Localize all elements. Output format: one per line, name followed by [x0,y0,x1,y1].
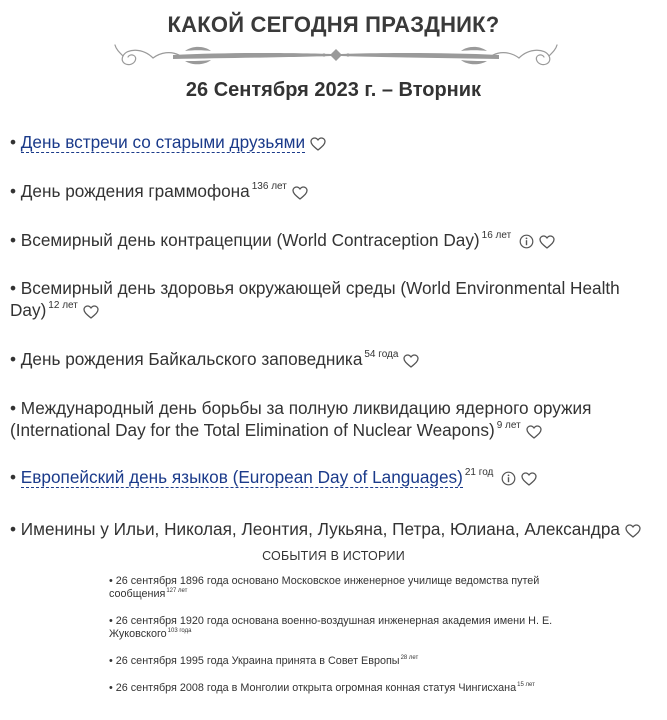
history-age: 28 лет [400,655,419,661]
holiday-age: 21 год [464,467,494,478]
holiday-age: 12 лет [48,300,78,311]
history-item [109,575,579,603]
history-item [109,682,579,697]
holiday-age: 54 года [364,349,399,360]
holiday-item [10,180,662,206]
heart-icon[interactable] [292,183,308,205]
holiday-link[interactable]: День встречи со старыми друзьями [20,132,306,152]
holiday-name: День рождения Байкальского заповедника [20,349,363,369]
history-title: СОБЫТИЯ В ИСТОРИИ [262,549,405,563]
history-text: • 26 сентября 1995 года Украина принята в Совет Европы [109,655,400,667]
heart-icon[interactable] [539,232,555,254]
history-text: • 26 сентября 2008 года в Монголии открыта огромная конная статуя Чингисхана [109,682,517,694]
history-text: • 26 сентября 1896 года основано Московское инженерное училище ведомства путей сообщения [109,575,540,600]
holiday-list [10,131,662,543]
heart-icon[interactable] [403,351,419,373]
bullet: • [10,398,21,418]
holiday-item [10,348,662,374]
heart-icon[interactable] [526,422,542,444]
bullet: • [10,230,21,250]
bullet: • [10,278,21,298]
holiday-item [10,131,662,156]
holiday-name: Всемирный день контрацепции (World Contraception Day) [20,230,480,250]
date-heading: 26 Сентября 2023 г. – Вторник [185,79,482,101]
bullet: • [10,349,21,369]
holiday-name: Всемирный день здоровья окружающей среды (World Environmental Health Day) [10,278,620,320]
holiday-name: Международный день борьбы за полную ликвидацию ядерного оружия (International Day for the Total Elimination of Nuclear Weapons) [10,398,592,440]
history-item [109,655,579,670]
holiday-age: 16 лет [481,230,512,241]
heart-icon[interactable] [521,469,537,491]
holiday-item [10,466,662,492]
holiday-item [10,277,662,325]
info-icon[interactable] [519,232,534,254]
holiday-age: 136 лет [251,181,287,192]
heart-icon[interactable] [625,521,641,543]
bullet: • [10,519,21,539]
history-age: 103 года [167,628,192,634]
holiday-item [10,518,662,543]
holiday-link[interactable]: Европейский день языков (European Day of Languages) [20,467,463,487]
history-item [109,615,579,643]
bullet: • [10,467,21,487]
holiday-item [10,397,662,445]
info-icon[interactable] [501,469,516,491]
page-title: КАКОЙ СЕГОДНЯ ПРАЗДНИК? [167,12,500,37]
holiday-name: День рождения граммофона [20,181,250,201]
ornament-divider [113,38,559,74]
holiday-item [10,229,662,255]
holiday-age: 9 лет [496,420,521,431]
holiday-name: Именины у Ильи, Николая, Леонтия, Лукьяна, Петра, Юлиана, Александра [20,519,620,539]
bullet: • [10,132,21,152]
history-text: • 26 сентября 1920 года основана военно-воздушная инженерная академия имени Н. Е. Жуковского [109,615,553,640]
heart-icon[interactable] [310,134,326,156]
bullet: • [10,181,21,201]
history-age: 127 лет [166,588,188,594]
history-list [109,575,579,709]
history-age: 15 лет [517,682,535,688]
heart-icon[interactable] [83,302,99,324]
